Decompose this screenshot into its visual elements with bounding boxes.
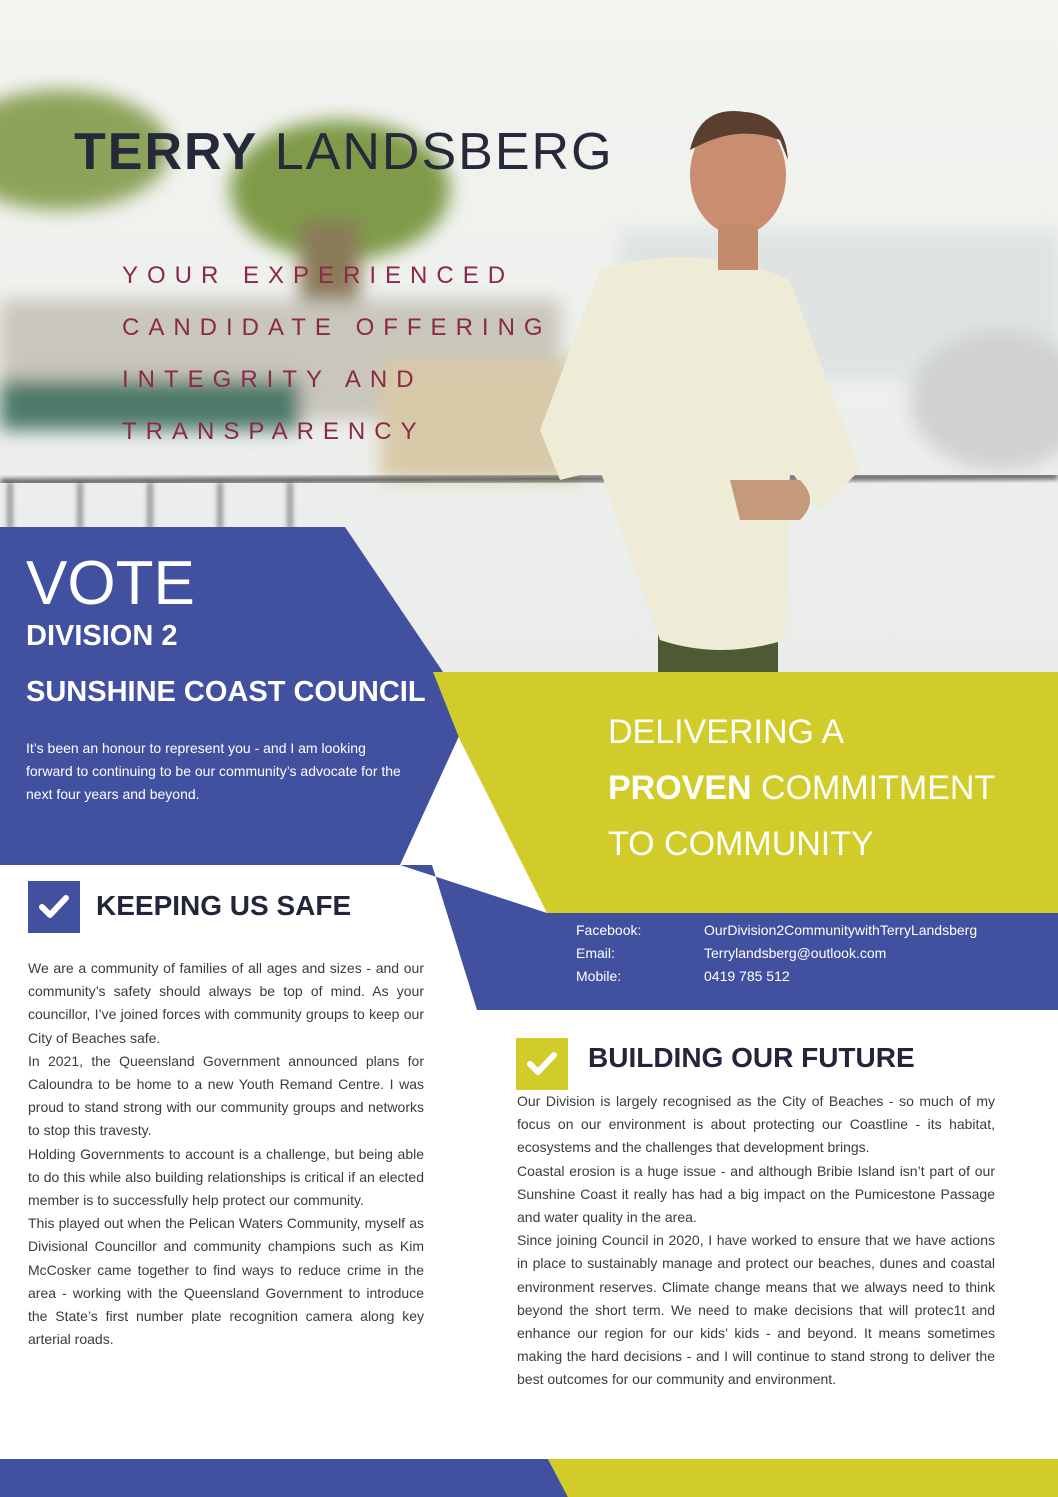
safe-body [28,957,424,1351]
candidate-last-name: LANDSBERG [274,123,614,181]
commitment-statement [608,704,995,872]
commitment-proven: PROVEN [608,769,752,807]
safe-heading: KEEPING US SAFE [96,890,352,921]
contact-row-facebook [576,919,977,942]
safe-paragraph: We are a community of families of all ages and sizes - and our community’s safety should always be top of mind. As your councillor, I’ve joined forces with community groups to keep our City of Beaches safe. [28,960,424,1046]
tagline [122,250,552,458]
contact-row-mobile [576,965,977,988]
tagline-line: YOUR EXPERIENCED [122,262,515,289]
footer-blue-band [0,1459,568,1497]
facebook-link[interactable]: OurDivision2CommunitywithTerryLandsberg [704,922,978,938]
safe-paragraph: This played out when the Pelican Waters Community, myself as Divisional Councillor and community champions such as Kim McCosker came together to find ways to reduce crime in the area - working with the Queensland Government to introduce the State’s first number plate recognition camera along key arterial roads. [28,1215,424,1348]
division-label: DIVISION 2 [26,620,178,652]
checkmark-icon [525,1050,559,1078]
candidate-first-name: TERRY [74,123,259,181]
commitment-line-2-rest: COMMITMENT [751,769,996,807]
council-label: SUNSHINE COAST COUNCIL [26,676,426,708]
email-link[interactable]: Terrylandsberg@outlook.com [704,945,887,961]
safe-paragraph: Holding Governments to account is a challenge, but being able to do this while also building relationships is critical if an elected member is to successfully help protect our community. [28,1145,424,1209]
tagline-line: CANDIDATE OFFERING [122,314,552,341]
future-body [517,1090,995,1392]
safe-check-icon [28,881,80,933]
mobile-number[interactable]: 0419 785 512 [704,968,790,984]
tagline-line: INTEGRITY AND [122,366,423,393]
future-paragraph: Our Division is largely recognised as the City of Beaches - so much of my focus on our environment is about protecting our Coastline - its habitat, ecosystems and the challenges that development brings. [517,1093,995,1156]
checkmark-icon [37,893,71,921]
candidate-name [74,122,614,182]
contact-row-email [576,942,977,965]
commitment-line-1: DELIVERING A [608,713,845,751]
future-heading: BUILDING OUR FUTURE [588,1042,915,1073]
tagline-line: TRANSPARENCY [122,418,426,445]
safe-paragraph: In 2021, the Queensland Government announced plans for Caloundra to be home to a new Youth Remand Centre. I was proud to stand strong with our community groups and networks to stop this travesty. [28,1052,424,1139]
commitment-line-3: TO COMMUNITY [608,825,874,863]
mobile-label: Mobile: [576,968,622,984]
vote-heading: VOTE [26,549,195,618]
future-paragraph: Since joining Council in 2020, I have worked to ensure that we have actions in place to sustainably manage and protect our beaches, dunes and coastal environment reserves. Climate change means that we always need to think beyond the short term. We need to make decisions that will protec1t and enhance our region for our kids’ kids - and beyond. It means sometimes making the hard decisions - and I will continue to stand strong to deliver the best outcomes for our community and environment. [517,1232,995,1388]
footer-lime-band [548,1459,1058,1497]
contact-details [576,919,977,988]
future-check-icon [516,1038,568,1090]
commitment-line-2 [608,760,995,816]
future-paragraph: Coastal erosion is a huge issue - and although Bribie Island isn’t part of our Sunshine Coast it really has had a big impact on the Pumicestone Passage and water quality in the area. [517,1162,995,1226]
facebook-label: Facebook: [576,922,642,938]
intro-text: It’s been an honour to represent you - and I am looking forward to continuing to be our community’s advocate for the next four years and beyond. [26,740,401,802]
email-label: Email: [576,945,615,961]
